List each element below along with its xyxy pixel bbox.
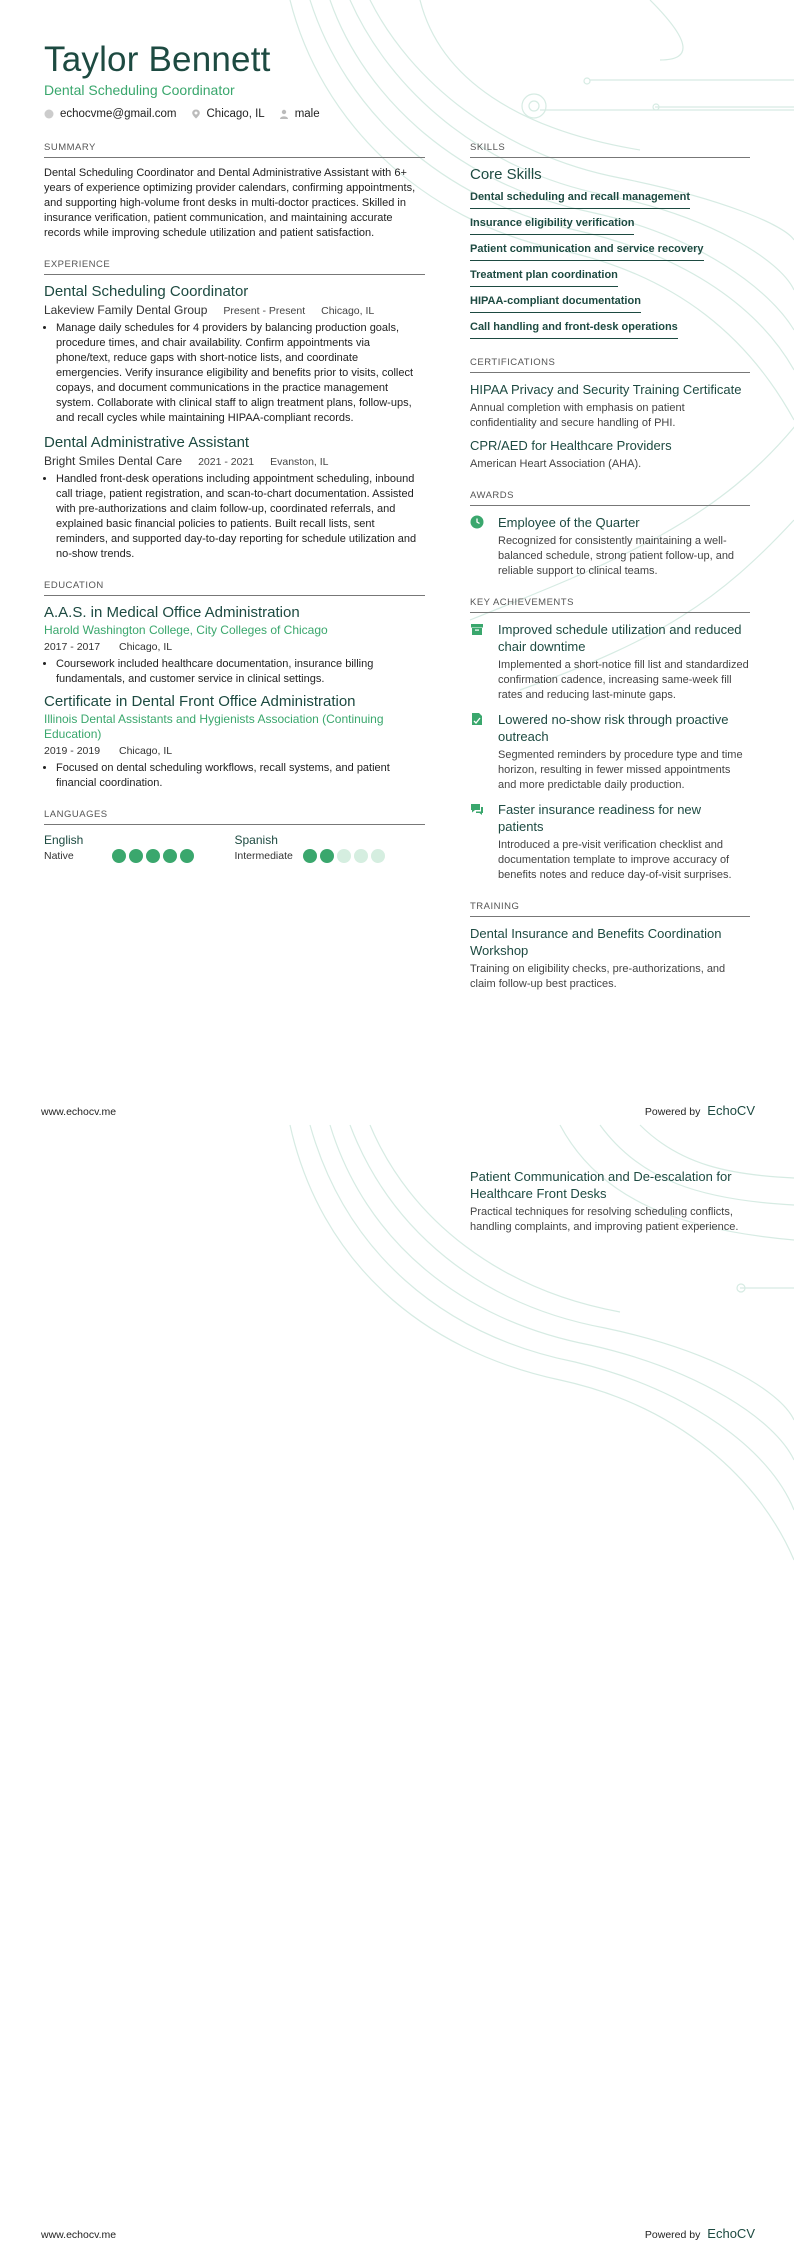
brand-logo: EchoCV: [707, 1103, 755, 1118]
education-location: Chicago, IL: [118, 641, 173, 653]
rating-dots: [112, 849, 197, 863]
rating-dot-empty: [337, 849, 351, 863]
job-meta: [44, 454, 425, 468]
job-title: Dental Scheduling Coordinator: [44, 283, 249, 300]
job-meta: [44, 303, 425, 317]
page-footer: [41, 2226, 755, 2241]
language-level: Native: [44, 850, 74, 862]
skill-item: Insurance eligibility verification: [470, 214, 634, 235]
skill-item: Dental scheduling and recall management: [470, 188, 690, 209]
job-dates: Present - Present: [223, 305, 306, 317]
training-item: [470, 925, 750, 992]
training-title: Patient Communication and De-escalation for Healthcare Front Desks: [470, 1169, 732, 1201]
contact-location: [191, 108, 265, 120]
skills-list: [470, 187, 750, 343]
job-entry: [44, 434, 425, 562]
language-item: [235, 833, 426, 863]
section-heading: LANGUAGES: [44, 809, 425, 825]
footer-site-link[interactable]: www.echocv.me: [41, 1106, 117, 1118]
clock-icon: [470, 515, 484, 529]
award-title: Employee of the Quarter: [498, 515, 640, 530]
education-dates: 2017 - 2017: [44, 641, 101, 653]
left-column: [44, 142, 425, 863]
education-entry: [44, 693, 425, 791]
job-location: Evanston, IL: [270, 456, 329, 468]
summary-text: Dental Scheduling Coordinator and Dental Administrative Assistant with 6+ years of experience optimizing provider calendars, confirming appointments, and supporting high-volume front desks in multi-doctor practices. Skilled in insurance verification, patient communication, and maintaining accurate records while improving schedule utilization and patient satisfaction.: [44, 167, 416, 239]
contact-gender: [279, 108, 320, 120]
job-bullets: [44, 472, 425, 562]
rating-dot-empty: [371, 849, 385, 863]
contact-bar: [44, 108, 334, 120]
rating-dot-filled: [320, 849, 334, 863]
achievement-title: Faster insurance readiness for new patients: [498, 802, 702, 834]
company-name: Lakeview Family Dental Group: [44, 303, 208, 317]
rating-dot-filled: [146, 849, 160, 863]
job-bullets: [44, 321, 425, 426]
rating-dot-filled: [112, 849, 126, 863]
award-desc: Recognized for consistently maintaining a well-balanced schedule, strong patient follow-up, and reliable support to clinical teams.: [498, 535, 735, 577]
school-name: Harold Washington College, City Colleges of Chicago: [44, 623, 328, 637]
email-icon: [44, 109, 54, 119]
education-bullet: • Focused on dental scheduling workflows, recall systems, and patient financial coordination.: [56, 761, 425, 791]
achievement-desc: Introduced a pre-visit verification checklist and documentation template to improve accuracy of benefits notes and reduce day-of-visit surprises.: [498, 839, 732, 881]
education-meta: [44, 641, 425, 653]
skill-item: Treatment plan coordination: [470, 266, 618, 287]
section-heading: SUMMARY: [44, 142, 425, 158]
training-item: [470, 1162, 750, 1235]
rating-dot-filled: [129, 849, 143, 863]
education-meta: [44, 745, 425, 757]
company-name: Bright Smiles Dental Care: [44, 454, 183, 468]
certification-desc: American Heart Association (AHA).: [470, 458, 642, 470]
language-rating: [44, 849, 235, 863]
skill-item: Patient communication and service recovery: [470, 240, 704, 261]
award-item: [470, 514, 750, 579]
section-heading: EXPERIENCE: [44, 259, 425, 275]
rating-dot-empty: [354, 849, 368, 863]
powered-by-text: Powered by: [644, 1106, 701, 1118]
job-entry: [44, 283, 425, 426]
language-name: Spanish: [234, 833, 278, 847]
rating-dot-filled: [180, 849, 194, 863]
training-desc: Practical techniques for resolving scheduling conflicts, handling complaints, and improving patient experience.: [470, 1206, 739, 1233]
skill-item: Call handling and front-desk operations: [470, 318, 678, 339]
footer-powered: [645, 2226, 755, 2241]
rating-dot-filled: [163, 849, 177, 863]
certification-item: [470, 437, 750, 472]
job-bullet: • Manage daily schedules for 4 providers by balancing production goals, procedure times, and chair availability. Confirm appointments via phone/text, reduce gaps with short-notice lists, and coordinate emergencies. Verify insurance eligibility and benefits prior to visits, collect copays, and document communications in the practice management system. Collaborate with clinical staff to align treatment plans, follow-ups, and recall cycles while maintaining HIPAA-compliant records.: [56, 321, 425, 426]
education-dates: 2019 - 2019: [44, 745, 101, 757]
achievement-item: [470, 621, 750, 703]
gender-text: male: [294, 108, 320, 120]
brand-logo: EchoCV: [707, 2226, 755, 2241]
document-icon: [470, 712, 484, 726]
education-bullets: [44, 761, 425, 791]
training-desc: Training on eligibility checks, pre-authorizations, and claim follow-up best practices.: [470, 963, 726, 990]
language-rating: [235, 849, 426, 863]
rating-dot-filled: [303, 849, 317, 863]
location-pin-icon: [191, 109, 201, 119]
section-heading: SKILLS: [470, 142, 750, 158]
education-location: Chicago, IL: [118, 745, 173, 757]
achievement-title: Improved schedule utilization and reduced chair downtime: [498, 622, 742, 654]
experience-section: [44, 259, 425, 562]
location-text: Chicago, IL: [206, 108, 265, 120]
languages-section: [44, 809, 425, 863]
degree-title: Certificate in Dental Front Office Administration: [44, 693, 356, 710]
rating-dots: [303, 849, 388, 863]
chat-icon: [470, 802, 484, 816]
skill-item: HIPAA-compliant documentation: [470, 292, 641, 313]
candidate-name: Taylor Bennett: [44, 40, 271, 79]
section-heading: CERTIFICATIONS: [470, 357, 750, 373]
contact-email[interactable]: [44, 108, 177, 120]
language-item: [44, 833, 235, 863]
languages-list: [44, 833, 425, 863]
achievement-item: [470, 711, 750, 793]
achievement-desc: Implemented a short-notice fill list and standardized confirmation cadence, increasing same-week fill rates and reducing last-minute gaps.: [498, 659, 749, 701]
education-entry: [44, 604, 425, 687]
awards-section: [470, 490, 750, 579]
section-heading: KEY ACHIEVEMENTS: [470, 597, 750, 613]
archive-icon: [470, 622, 484, 636]
section-heading: EDUCATION: [44, 580, 425, 596]
section-heading: TRAINING: [470, 901, 750, 917]
training-title: Dental Insurance and Benefits Coordination Workshop: [470, 926, 722, 958]
education-bullet: • Coursework included healthcare documentation, insurance billing fundamentals, and customer service in clinical settings.: [56, 657, 425, 687]
achievement-desc: Segmented reminders by procedure type and time horizon, resulting in fewer missed appointments and more predictable daily production.: [498, 749, 743, 791]
achievement-title: Lowered no-show risk through proactive outreach: [498, 712, 729, 744]
footer-powered: [645, 1103, 755, 1118]
job-bullet: • Handled front-desk operations including appointment scheduling, inbound call triage, patient registration, and scan-to-chart documentation. Assisted with pre-authorizations and claim follow-up, coordinated referrals, and explained basic financial policies to patients. Built recall lists, sent reminders, and supported day-to-day reporting for schedule utilization and no-show trends.: [56, 472, 425, 562]
summary-section: [44, 142, 425, 241]
job-dates: 2021 - 2021: [198, 456, 255, 468]
achievements-section: [470, 597, 750, 883]
certification-item: [470, 381, 750, 431]
certification-title: HIPAA Privacy and Security Training Certificate: [470, 382, 742, 397]
person-icon: [279, 109, 289, 119]
section-heading: AWARDS: [470, 490, 750, 506]
right-column: [470, 142, 750, 992]
training-section: [470, 901, 750, 992]
certification-title: CPR/AED for Healthcare Providers: [470, 438, 672, 453]
degree-title: A.A.S. in Medical Office Administration: [44, 604, 300, 621]
skills-group-title: Core Skills: [470, 166, 542, 183]
skills-section: [470, 142, 750, 343]
education-bullets: [44, 657, 425, 687]
powered-by-text: Powered by: [644, 2229, 701, 2241]
language-name: English: [44, 833, 84, 847]
candidate-title: Dental Scheduling Coordinator: [44, 82, 235, 98]
job-title: Dental Administrative Assistant: [44, 434, 250, 451]
footer-site-link[interactable]: www.echocv.me: [41, 2229, 117, 2241]
certifications-section: [470, 357, 750, 472]
page-footer: [41, 1103, 755, 1118]
language-level: Intermediate: [234, 850, 293, 862]
achievement-item: [470, 801, 750, 883]
certification-desc: Annual completion with emphasis on patient confidentiality and secure handling of PHI.: [470, 402, 685, 429]
job-location: Chicago, IL: [321, 305, 375, 317]
school-name: Illinois Dental Assistants and Hygienists Association (Continuing Education): [44, 712, 384, 741]
education-section: [44, 580, 425, 791]
email-text: echocvme@gmail.com: [60, 108, 177, 120]
